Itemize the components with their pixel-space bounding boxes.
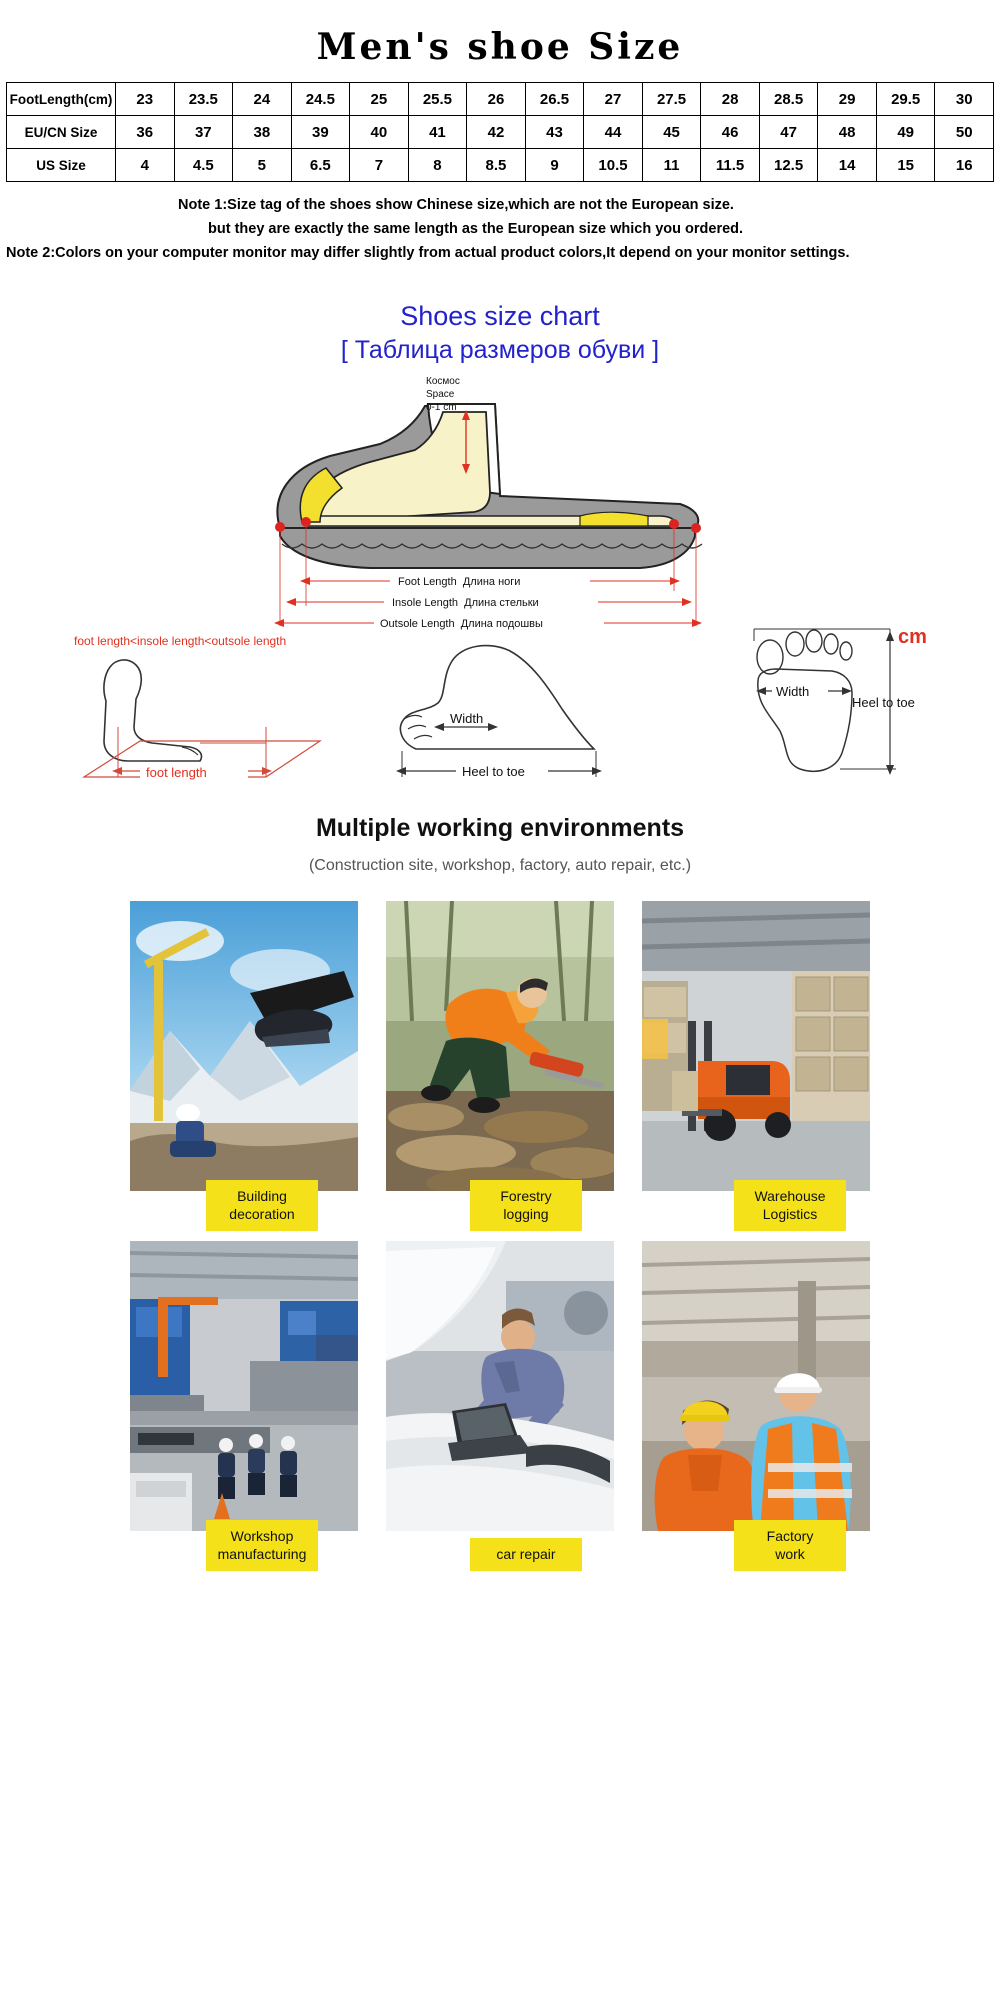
- status-badge: [206, 1520, 318, 1571]
- status-badge: [470, 1538, 582, 1572]
- tag-line-2: decoration: [229, 1205, 295, 1222]
- cell: 7: [350, 149, 409, 182]
- cell: 4.5: [174, 149, 233, 182]
- cell: 42: [467, 116, 526, 149]
- cell: 29.5: [876, 83, 935, 116]
- chart-title-ru: [ Таблица размеров обуви ]: [340, 335, 660, 364]
- heel-to-toe-label-right: Heel to toe: [852, 695, 915, 711]
- cell: 46: [701, 116, 760, 149]
- warehouse-forklift-photo: [642, 901, 870, 1191]
- measure-insole-length: Insole Length Длина стельки: [392, 597, 539, 610]
- note-1-line-2: but they are exactly the same length as the European size which you ordered.: [208, 220, 744, 237]
- foot-top-view-diagram: [380, 631, 630, 791]
- tag-line-1: Forestry: [500, 1188, 552, 1205]
- cell: 48: [818, 116, 877, 149]
- cell: 26: [467, 83, 526, 116]
- cell: 26.5: [525, 83, 584, 116]
- note-2: Note 2:Colors on your computer monitor may differ slightly from actual product colors,It depend on your monitor settings.: [6, 244, 850, 261]
- tag-line-2: Logistics: [762, 1205, 818, 1222]
- note-1-line-1: Note 1:Size tag of the shoes show Chinese size,which are not the European size.: [178, 197, 734, 213]
- heel-to-toe-label-mid: Heel to toe: [462, 764, 525, 780]
- construction-site-photo: [130, 901, 358, 1191]
- cell: 25: [350, 83, 409, 116]
- space-value: 0-1 cm: [426, 402, 457, 414]
- size-chart-section: [0, 0, 1000, 266]
- cell: 12.5: [759, 149, 818, 182]
- working-environments-section: [0, 796, 1000, 1562]
- chart-title-en: Shoes size chart: [400, 300, 600, 331]
- cell: 37: [174, 116, 233, 149]
- cell: 8.5: [467, 149, 526, 182]
- auto-repair-photo: [386, 1241, 614, 1531]
- table-row: [7, 149, 994, 182]
- cell: 43: [525, 116, 584, 149]
- cell: 30: [935, 83, 994, 116]
- cell: 11.5: [701, 149, 760, 182]
- status-badge: [734, 1180, 846, 1231]
- foot-length-formula: foot length<insole length<outsole length: [74, 634, 287, 649]
- cell: 29: [818, 83, 877, 116]
- cell: 47: [759, 116, 818, 149]
- status-badge: [206, 1180, 318, 1231]
- tag-line-2: work: [775, 1545, 805, 1562]
- shoes-size-chart-heading: [0, 266, 1000, 366]
- cell: 24: [233, 83, 292, 116]
- forestry-logging-photo: [386, 901, 614, 1191]
- table-row: [7, 83, 994, 116]
- cell: 8: [408, 149, 467, 182]
- environment-card[interactable]: [386, 901, 614, 1222]
- cell: 38: [233, 116, 292, 149]
- tag-line-1: Workshop: [230, 1528, 294, 1545]
- cell: 5: [233, 149, 292, 182]
- cell: 44: [584, 116, 643, 149]
- size-table: [6, 82, 994, 182]
- cell: 15: [876, 149, 935, 182]
- cell: 23.5: [174, 83, 233, 116]
- environment-card-grid: [120, 901, 880, 1562]
- tag-line-1: Factory: [766, 1528, 814, 1545]
- measurement-diagrams: [0, 366, 1000, 796]
- cell: 10.5: [584, 149, 643, 182]
- environment-card[interactable]: [642, 1241, 870, 1562]
- foot-length-diagram: [70, 631, 360, 791]
- row-header: EU/CN Size: [7, 116, 116, 149]
- tag-line-1: Warehouse: [754, 1188, 826, 1205]
- tag-line-1: car repair: [496, 1545, 556, 1562]
- cell: 45: [642, 116, 701, 149]
- cell: 27: [584, 83, 643, 116]
- width-label-right: Width: [776, 684, 810, 700]
- environments-title: Multiple working environments: [315, 814, 685, 843]
- space-label-ru: Космос: [426, 376, 460, 388]
- cell: 28.5: [759, 83, 818, 116]
- cell: 36: [116, 116, 175, 149]
- cell: 28: [701, 83, 760, 116]
- environments-subtitle: (Construction site, workshop, factory, auto repair, etc.): [308, 857, 692, 875]
- factory-workers-photo: [642, 1241, 870, 1531]
- tag-line-2: manufacturing: [217, 1545, 307, 1562]
- environment-card[interactable]: [130, 1241, 358, 1562]
- tag-line-2: logging: [503, 1205, 549, 1222]
- cell: 41: [408, 116, 467, 149]
- environment-card[interactable]: [386, 1241, 614, 1562]
- foot-length-label: foot length: [146, 765, 207, 781]
- measurement-diagram-row: [0, 626, 1000, 791]
- measure-foot-length: Foot Length Длина ноги: [398, 576, 521, 589]
- space-label-en: Space: [426, 389, 455, 401]
- cell: 27.5: [642, 83, 701, 116]
- tag-line-1: Building: [237, 1188, 287, 1205]
- table-row: [7, 116, 994, 149]
- foot-sole-diagram: [740, 611, 960, 791]
- row-header: FootLength(cm): [7, 83, 116, 116]
- cell: 6.5: [291, 149, 350, 182]
- cell: 39: [291, 116, 350, 149]
- unit-label: cm: [898, 626, 927, 649]
- workshop-factory-photo: [130, 1241, 358, 1531]
- cell: 9: [525, 149, 584, 182]
- cell: 14: [818, 149, 877, 182]
- cell: 23: [116, 83, 175, 116]
- measure-outsole-length: Outsole Length Длина подошвы: [380, 618, 543, 631]
- page-title: Men's shoe Size: [316, 26, 684, 68]
- row-header: US Size: [7, 149, 116, 182]
- environment-card[interactable]: [642, 901, 870, 1222]
- cell: 4: [116, 149, 175, 182]
- cell: 50: [935, 116, 994, 149]
- cell: 24.5: [291, 83, 350, 116]
- environment-card[interactable]: [130, 901, 358, 1222]
- cell: 11: [642, 149, 701, 182]
- width-label-mid: Width: [450, 711, 484, 727]
- status-badge: [734, 1520, 846, 1571]
- cell: 49: [876, 116, 935, 149]
- status-badge: [470, 1180, 582, 1231]
- cell: 40: [350, 116, 409, 149]
- cell: 25.5: [408, 83, 467, 116]
- notes-block: [0, 182, 1000, 266]
- cell: 16: [935, 149, 994, 182]
- foot-in-shoe-side-diagram: [250, 376, 750, 646]
